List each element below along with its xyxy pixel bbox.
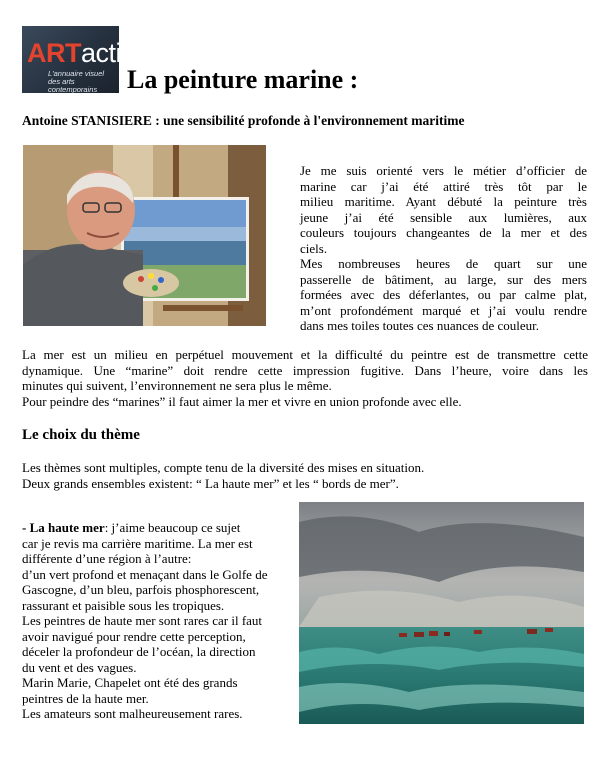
haute-mer-line: d’un vert profond et menaçant dans le Golfe de xyxy=(22,566,268,582)
intro-line: milieu maritime. Ayant débuté la peinture très xyxy=(300,194,587,209)
haute-mer-line: différente d’une région à l’autre: xyxy=(22,551,192,566)
haute-mer-line: car je revis ma carrière maritime. La mer est xyxy=(22,535,253,551)
haute-mer-line: Les amateurs sont malheureusement rares. xyxy=(22,706,243,721)
body-paragraph xyxy=(22,347,588,409)
body-line: La mer est un milieu en perpétuel mouvement et la difficulté du peintre est de transmettre cette xyxy=(22,347,588,362)
themes-line: Les thèmes sont multiples, compte tenu de la diversité des mises en situation. xyxy=(22,460,425,475)
seascape-painting-illustration xyxy=(299,502,584,724)
body-line: dynamique. Une “marine” doit rendre cette impression fugitive. Dans l’heure, voire dans les xyxy=(22,362,588,378)
themes-paragraph xyxy=(22,460,588,491)
haute-mer-line: du vent et des vagues. xyxy=(22,659,137,675)
seascape-painting xyxy=(299,502,584,724)
haute-mer-line: Gascogne, d’un bleu, parfois phosphorescent, xyxy=(22,582,260,597)
logo-actif: actif xyxy=(81,38,129,68)
haute-mer-line: déceler la profondeur de l’océan, la direction xyxy=(22,644,256,659)
article-subtitle: Antoine STANISIERE : une sensibilité profonde à l'environnement maritime xyxy=(22,113,465,128)
intro-paragraph xyxy=(300,163,587,334)
intro-line: formées avec des déferlantes, ou par calme plat, xyxy=(300,287,587,302)
body-line: Pour peindre des “marines” il faut aimer la mer et vivre en union profonde avec elle. xyxy=(22,393,462,409)
artactif-logo xyxy=(22,26,129,94)
logo-tagline: L'annuaire visuel des arts contemporains xyxy=(48,69,105,94)
artist-photo xyxy=(23,145,266,326)
haute-mer-first-line xyxy=(22,520,284,536)
intro-line: m’ont profondément marqué et j’ai voulu rendre xyxy=(300,302,587,318)
haute-mer-line: Les peintres de haute mer sont rares car il faut xyxy=(22,613,263,628)
intro-line: Mes nombreuses heures de quart sur une xyxy=(300,256,587,271)
haute-mer-label: - La haute mer xyxy=(22,520,105,535)
intro-line: ciels. xyxy=(300,240,328,256)
section-title: Le choix du thème xyxy=(22,427,140,443)
haute-mer-first-rest: : j’aime beaucoup ce sujet xyxy=(104,520,241,535)
intro-line: Je me suis orienté vers le métier d’officier de xyxy=(300,163,587,178)
body-line: minutes qui suivent, l’environnement ne sera plus le même. xyxy=(22,378,332,393)
haute-mer-line: Marin Marie, Chapelet ont été des grands xyxy=(22,675,238,690)
intro-line: couleurs toujours changeantes de la mer et des xyxy=(300,225,587,240)
intro-line: passerelle de bâtiment, au large, sur des mers xyxy=(300,271,587,287)
haute-mer-line: peintres de la haute mer. xyxy=(22,690,149,706)
intro-line: marine car j’ai été attiré très tôt par le xyxy=(300,178,587,194)
page-title: La peinture marine : xyxy=(127,65,359,94)
haute-mer-line: avoir navigué pour rendre cette perception, xyxy=(22,628,246,644)
artist-photo-illustration xyxy=(23,145,266,326)
intro-line: dans mes toiles toutes ces nuances de couleur. xyxy=(300,318,539,333)
logo-wordmark xyxy=(27,40,128,67)
intro-line: jeune j’ai été sensible aux lumières, aux xyxy=(300,209,587,225)
themes-line: Deux grands ensembles existent: “ La haute mer” et les “ bords de mer”. xyxy=(22,475,399,491)
haute-mer-paragraph xyxy=(22,520,284,722)
haute-mer-line: rassurant et paisible sous les tropiques. xyxy=(22,597,225,613)
logo-art: ART xyxy=(27,38,81,68)
